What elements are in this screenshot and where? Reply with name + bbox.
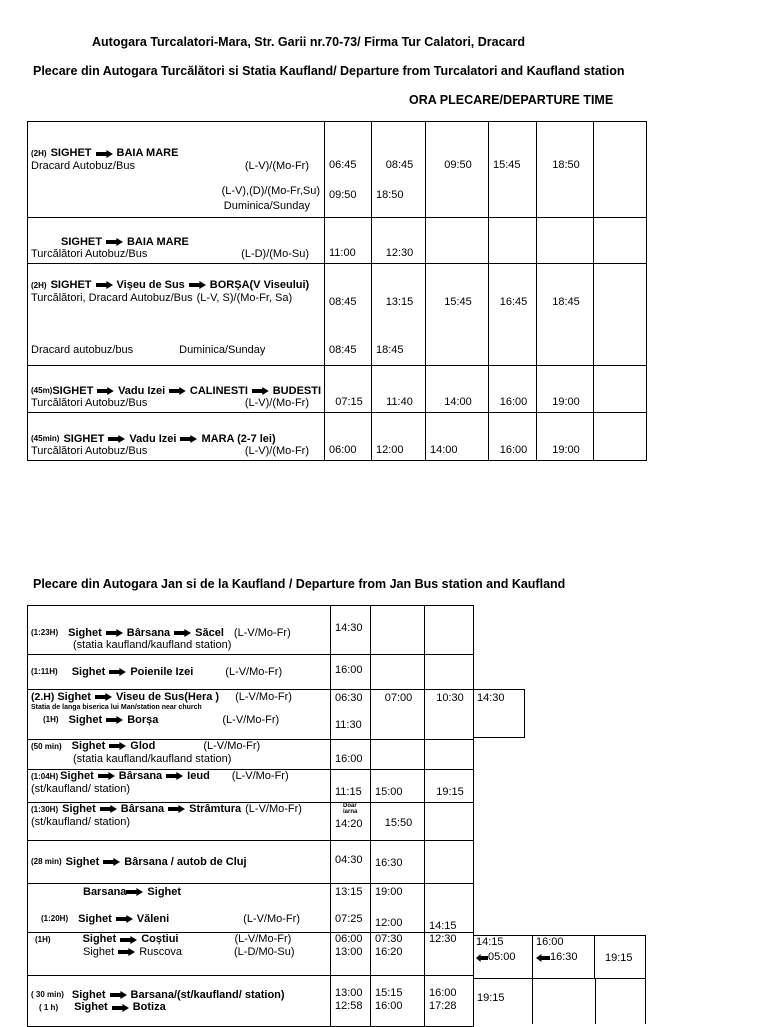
arrow-icon bbox=[106, 629, 123, 637]
schedule-table-2 bbox=[27, 605, 474, 1027]
arrow-icon bbox=[109, 742, 126, 750]
arrow-icon bbox=[168, 805, 185, 813]
table-row: SIGHET BAIA MARE Turcălători Autobuz/Bus (L-D)/(Mo-Su) 11:00 12:30 bbox=[28, 218, 647, 264]
table-row: (45min) SIGHET Vadu Izei MARA (2-7 lei) Turcălători Autobuz/Bus (L-V)/(Mo-Fr) 06:00 12:00 14:00 16:00 19:00 bbox=[28, 413, 647, 461]
arrow-icon bbox=[169, 387, 186, 395]
arrow-icon bbox=[109, 668, 126, 676]
arrow-icon bbox=[189, 281, 206, 289]
section1-title: Plecare din Autogara Turcălători si Statia Kaufland/ Departure from Turcalatori and Kaufland station bbox=[33, 64, 625, 78]
arrow-icon bbox=[95, 693, 112, 701]
extra-time-cell: 14:30 bbox=[473, 689, 525, 738]
arrow-left-icon bbox=[536, 954, 550, 962]
arrow-icon bbox=[174, 629, 191, 637]
arrow-icon bbox=[96, 150, 113, 158]
arrow-icon bbox=[126, 888, 143, 896]
arrow-icon bbox=[103, 858, 120, 866]
arrow-icon bbox=[98, 772, 115, 780]
arrow-left-icon bbox=[476, 954, 488, 962]
table-row: (1:11H) Sighet Poienile Izei (L-V/Mo-Fr) 16:00 bbox=[28, 655, 474, 690]
table-row: (28 min) Sighet Bârsana / autob de Cluj 04:30 16:30 bbox=[28, 841, 474, 884]
section2-title: Plecare din Autogara Jan si de la Kaufland / Departure from Jan Bus station and Kaufland bbox=[33, 577, 566, 591]
extra-cells-r10: 14:15 05:00 16:00 16:30 19:15 bbox=[473, 935, 646, 979]
extra-cells-r11: 19:15 bbox=[473, 978, 646, 1024]
arrow-icon bbox=[112, 1004, 129, 1012]
table-row: (L-V),(D)/(Mo-Fr,Su) Duminica/Sunday 09:50 18:50 bbox=[28, 175, 647, 218]
table-row: (2H) SIGHET Vișeu de Sus BORȘA(V Viseului) Turcălători, Dracard Autobuz/Bus (L-V, S)/(Mo-Fr, Sa) 08:45 13:15 15:45 16:45 18:45 bbox=[28, 264, 647, 320]
table-row: (1:04H) Sighet Bârsana Ieud (L-V/Mo-Fr) (st/kaufland/ station) 11:15 15:00 19:15 bbox=[28, 770, 474, 803]
table-row: (50 min) Sighet Glod (L-V/Mo-Fr) (statia kaufland/kaufland station) 16:00 bbox=[28, 740, 474, 770]
arrow-icon bbox=[96, 281, 113, 289]
arrow-icon bbox=[252, 387, 269, 395]
table-row: (1:23H) Sighet Bârsana Săcel (L-V/Mo-Fr) (statia kaufland/kaufland station) 14:30 bbox=[28, 606, 474, 655]
table-row: ( 30 min) Sighet Barsana/(st/kaufland/ station) ( 1 h) Sighet Botiza 13:00 12:58 15:15 16:00 16:00 17:28 bbox=[28, 976, 474, 1027]
table-row: (45m) SIGHET Vadu Izei CALINESTI BUDESTI Turcălători Autobuz/Bus (L-V)/(Mo-Fr) 07:15 11:40 14:00 16:00 19:00 bbox=[28, 366, 647, 413]
arrow-icon bbox=[100, 805, 117, 813]
arrow-icon bbox=[118, 948, 135, 956]
arrow-icon bbox=[180, 435, 197, 443]
arrow-icon bbox=[120, 936, 137, 944]
table-row: (2.H) Sighet Viseu de Sus(Hera ) (L-V/Mo-Fr) Statia de langa biserica lui Man/station near church (1H) Sighet Borșa (L-V/Mo-Fr) 06:30 11:30 07:00 10:30 bbox=[28, 690, 474, 740]
arrow-icon bbox=[166, 772, 183, 780]
schedule-table-1 bbox=[27, 121, 647, 461]
company-line: Autogara Turcalatori-Mara, Str. Garii nr.70-73/ Firma Tur Calatori, Dracard bbox=[92, 35, 526, 49]
table-row: Dracard autobuz/bus Duminica/Sunday 08:45 18:45 bbox=[28, 320, 647, 366]
arrow-icon bbox=[110, 991, 127, 999]
table-row: (2H) SIGHET BAIA MARE Dracard Autobuz/Bus (L-V)/(Mo-Fr) 06:45 08:45 09:50 15:45 18:50 bbox=[28, 122, 647, 175]
arrow-icon bbox=[106, 716, 123, 724]
departure-time-label: ORA PLECARE/DEPARTURE TIME bbox=[409, 93, 614, 107]
table-row: (1:30H) Sighet Bârsana Strâmtura (L-V/Mo-Fr) (st/kaufland/ station) Doar iarna 14:20 15:50 bbox=[28, 803, 474, 841]
arrow-icon bbox=[106, 238, 123, 246]
arrow-icon bbox=[97, 387, 114, 395]
arrow-icon bbox=[116, 915, 133, 923]
table-row: (1H) Sighet Coștiui (L-V/Mo-Fr) Sighet Ruscova (L-D/M0-Su) 06:00 13:00 07:30 16:20 12:30 bbox=[28, 933, 474, 976]
table-row: Barsana Sighet (1:20H) Sighet Văleni (L-V/Mo-Fr) 13:15 07:25 19:00 12:00 14:15 bbox=[28, 884, 474, 933]
arrow-icon bbox=[108, 435, 125, 443]
